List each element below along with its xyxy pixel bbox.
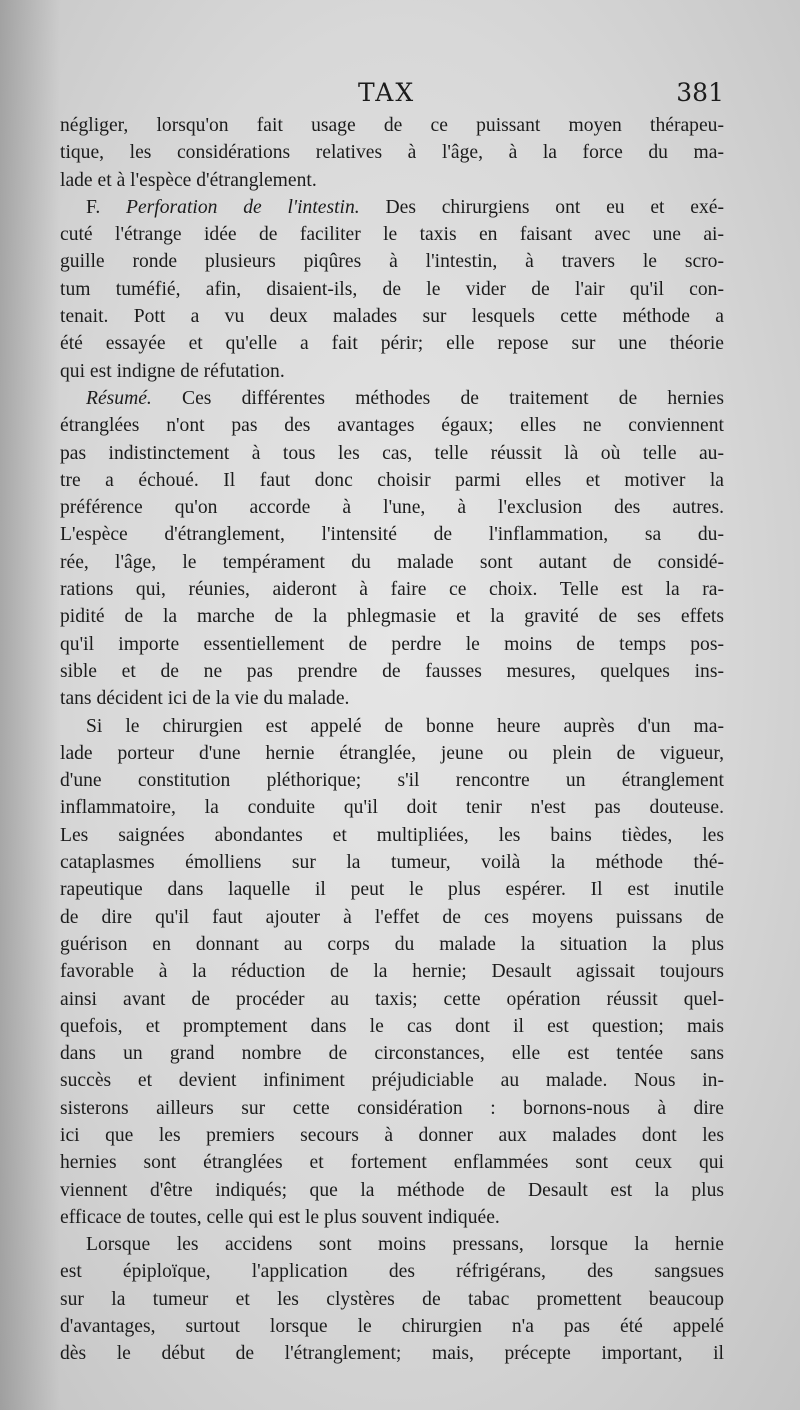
line-text: d'avantages, surtout lorsque le chirurgien n'a pas été appelé <box>60 1316 724 1338</box>
line-text: sisterons ailleurs sur cette considération : bornons-nous à dire <box>60 1097 724 1119</box>
line-text: favorable à la réduction de la hernie; Desault agissait toujours <box>60 961 724 983</box>
text-line <box>60 1149 724 1176</box>
line-text: quefois, et promptement dans le cas dont il est question; mais <box>60 1015 724 1037</box>
text-line <box>60 986 724 1013</box>
line-text: succès et devient infiniment préjudiciable au malade. Nous in- <box>60 1070 724 1092</box>
line-text: inflammatoire, la conduite qu'il doit tenir n'est pas douteuse. <box>60 797 724 819</box>
text-line <box>60 1313 724 1340</box>
line-text: rapeutique dans laquelle il peut le plus espérer. Il est inutile <box>60 879 724 901</box>
line-text: ainsi avant de procéder au taxis; cette opération réussit quel- <box>60 988 724 1010</box>
line-text: qu'il importe essentiellement de perdre le moins de temps pos- <box>60 633 724 655</box>
line-text: est épiploïque, l'application des réfrigérans, des sangsues <box>60 1261 724 1283</box>
text-line <box>60 248 724 275</box>
text-line <box>60 931 724 958</box>
text-line <box>60 139 724 166</box>
text-line <box>60 1095 724 1122</box>
line-text: viennent d'être indiqués; que la méthode de Desault est la plus <box>60 1179 724 1201</box>
line-text: Lorsque les accidens sont moins pressans, lorsque la hernie <box>86 1234 724 1256</box>
text-line <box>60 822 724 849</box>
line-text: Ces différentes méthodes de traitement de hernies <box>151 387 724 409</box>
line-text: efficace de toutes, celle qui est le plus souvent indiquée. <box>60 1206 500 1228</box>
line-text: cataplasmes émolliens sur la tumeur, voilà la méthode thé- <box>60 852 724 874</box>
line-text: cuté l'étrange idée de faciliter le taxis en faisant avec une ai- <box>60 224 724 246</box>
text-line <box>60 1204 724 1231</box>
line-text: L'espèce d'étranglement, l'intensité de l'inflammation, sa du- <box>60 524 724 546</box>
text-line <box>60 576 724 603</box>
line-text: étranglées n'ont pas des avantages égaux; elles ne conviennent <box>60 415 724 437</box>
line-text: pas indistinctement à tous les cas, telle réussit là où telle au- <box>60 442 724 464</box>
text-line <box>60 167 724 194</box>
line-text: dès le début de l'étranglement; mais, précepte important, il <box>60 1343 724 1365</box>
text-line <box>60 767 724 794</box>
line-text: ici que les premiers secours à donner aux malades dont les <box>60 1124 724 1146</box>
text-line <box>60 358 724 385</box>
line-prefix: F. <box>86 196 126 218</box>
text-line <box>60 276 724 303</box>
text-line <box>60 330 724 357</box>
text-line <box>60 958 724 985</box>
line-text: sible et de ne pas prendre de fausses mesures, quelques ins- <box>60 660 724 682</box>
page-gutter-shadow <box>0 0 60 1410</box>
text-line <box>60 849 724 876</box>
italic-heading: Résumé. <box>86 387 152 409</box>
text-line <box>60 194 724 221</box>
text-line <box>60 904 724 931</box>
text-line <box>60 794 724 821</box>
text-line <box>60 467 724 494</box>
page-number: 381 <box>676 78 724 107</box>
line-text: tre a échoué. Il faut donc choisir parmi elles et motiver la <box>60 469 724 491</box>
line-text: hernies sont étranglées et fortement enflammées sont ceux qui <box>60 1152 724 1174</box>
text-line <box>60 685 724 712</box>
line-text: tique, les considérations relatives à l'âge, à la force du ma- <box>60 142 724 164</box>
text-line <box>60 1340 724 1367</box>
italic-heading: Perforation de l'intestin. <box>126 196 360 218</box>
line-text: dans un grand nombre de circonstances, elle est tentée sans <box>60 1043 724 1065</box>
text-line <box>60 1231 724 1258</box>
line-text: de dire qu'il faut ajouter à l'effet de ces moyens puissans de <box>60 906 724 928</box>
line-text: qui est indigne de réfutation. <box>60 360 285 382</box>
line-text: Si le chirurgien est appelé de bonne heure auprès d'un ma- <box>86 715 724 737</box>
text-line <box>60 740 724 767</box>
line-text: guille ronde plusieurs piqûres à l'intestin, à travers le scro- <box>60 251 724 273</box>
text-line <box>60 1013 724 1040</box>
line-text: lade et à l'espèce d'étranglement. <box>60 169 317 191</box>
line-text: lade porteur d'une hernie étranglée, jeune ou plein de vigueur, <box>60 742 724 764</box>
text-line <box>60 412 724 439</box>
text-line <box>60 1067 724 1094</box>
line-text: Les saignées abondantes et multipliées, les bains tièdes, les <box>60 824 724 846</box>
text-line <box>60 1286 724 1313</box>
text-line <box>60 631 724 658</box>
line-text: tum tuméfié, afin, disaient-ils, de le vider de l'air qu'il con- <box>60 278 724 300</box>
line-text: tenait. Pott a vu deux malades sur lesquels cette méthode a <box>60 306 724 328</box>
line-text: d'une constitution pléthorique; s'il rencontre un étranglement <box>60 770 724 792</box>
text-line <box>60 1177 724 1204</box>
text-line <box>60 603 724 630</box>
line-text: Des chirurgiens ont eu et exé- <box>359 196 724 218</box>
text-line <box>60 549 724 576</box>
text-line <box>60 494 724 521</box>
body-text <box>60 112 724 1368</box>
line-text: négliger, lorsqu'on fait usage de ce puissant moyen thérapeu- <box>60 115 724 136</box>
line-text: préférence qu'on accorde à l'une, à l'exclusion des autres. <box>60 497 724 519</box>
line-text: guérison en donnant au corps du malade la situation la plus <box>60 933 724 955</box>
text-line <box>60 658 724 685</box>
running-head: TAX <box>358 78 416 107</box>
text-line <box>60 876 724 903</box>
line-text: sur la tumeur et les clystères de tabac promettent beaucoup <box>60 1288 724 1310</box>
line-text: rée, l'âge, le tempérament du malade sont autant de considé- <box>60 551 724 573</box>
text-line <box>60 385 724 412</box>
line-text: tans décident ici de la vie du malade. <box>60 688 350 710</box>
text-line <box>60 1258 724 1285</box>
text-line <box>60 440 724 467</box>
text-line <box>60 112 724 139</box>
line-text: pidité de la marche de la phlegmasie et la gravité de ses effets <box>60 606 724 628</box>
text-line <box>60 303 724 330</box>
text-line <box>60 521 724 548</box>
text-line <box>60 713 724 740</box>
line-text: été essayée et qu'elle a fait périr; elle repose sur une théorie <box>60 333 724 355</box>
text-line <box>60 1122 724 1149</box>
line-text: rations qui, réunies, aideront à faire ce choix. Telle est la ra- <box>60 579 724 601</box>
text-line <box>60 1040 724 1067</box>
text-line <box>60 221 724 248</box>
page-header <box>60 78 724 110</box>
